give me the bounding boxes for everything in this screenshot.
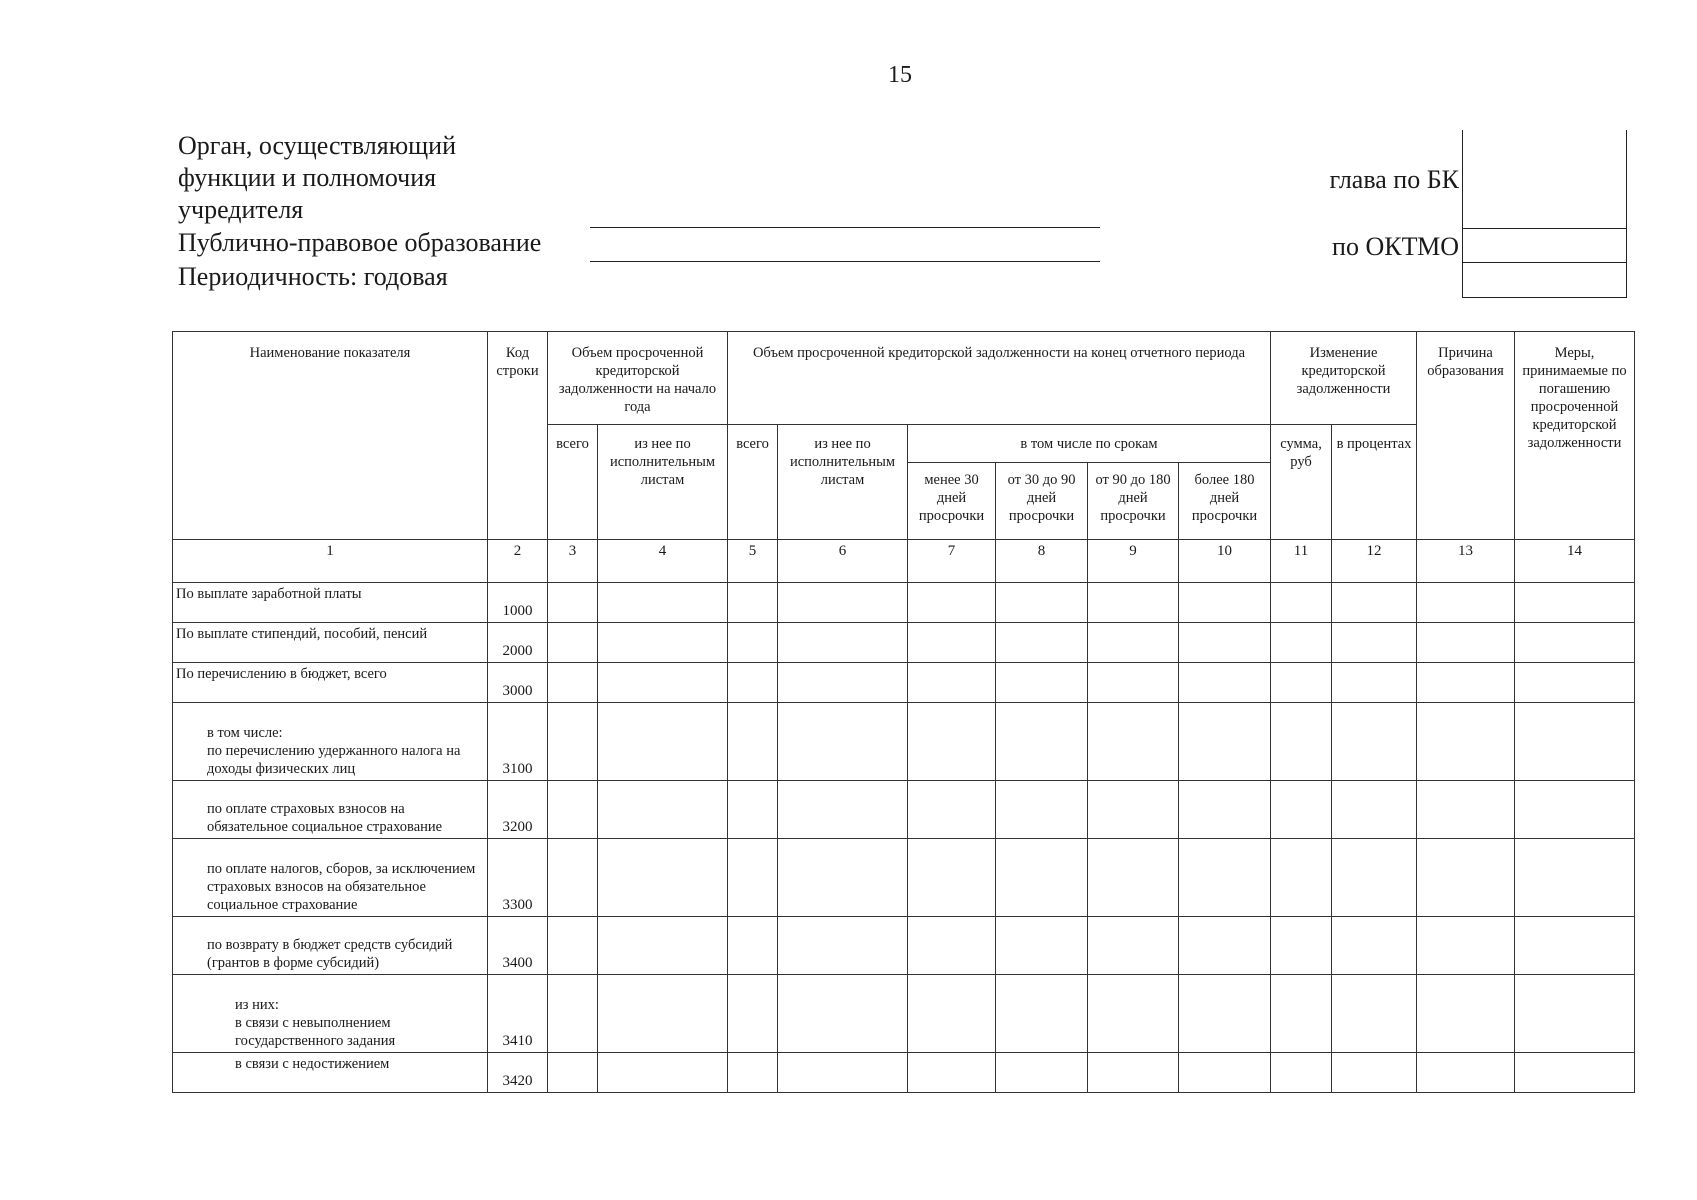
founder-underline [590, 227, 1100, 228]
table-row [173, 703, 1635, 781]
data-cell[interactable] [1332, 839, 1417, 917]
row-line-code: 2000 [488, 623, 548, 663]
data-cell[interactable] [1271, 1053, 1332, 1093]
row-line-code: 3000 [488, 663, 548, 703]
data-cell[interactable] [728, 781, 778, 839]
data-cell[interactable] [996, 781, 1088, 839]
data-cell[interactable] [1179, 781, 1271, 839]
data-cell[interactable] [1088, 781, 1179, 839]
header-end-total: всего [728, 425, 778, 540]
data-cell[interactable] [1179, 703, 1271, 781]
data-cell[interactable] [598, 583, 728, 623]
data-cell[interactable] [1417, 703, 1515, 781]
table-row [173, 917, 1635, 975]
data-cell[interactable] [1332, 623, 1417, 663]
data-cell[interactable] [1088, 583, 1179, 623]
data-cell[interactable] [598, 623, 728, 663]
data-cell[interactable] [1088, 1053, 1179, 1093]
data-cell[interactable] [548, 583, 598, 623]
row-line-code: 3410 [488, 975, 548, 1053]
column-number: 9 [1088, 540, 1179, 583]
header-change-sum: сумма, руб [1271, 425, 1332, 540]
header-start-total: всего [548, 425, 598, 540]
data-cell[interactable] [996, 703, 1088, 781]
header-measures: Меры, принимаемые по погашению просроченной кредиторской задолженности [1515, 332, 1635, 540]
data-cell[interactable] [1179, 839, 1271, 917]
row-line-code: 3420 [488, 1053, 548, 1093]
data-cell[interactable] [728, 975, 778, 1053]
data-cell[interactable] [1417, 663, 1515, 703]
data-cell[interactable] [728, 703, 778, 781]
data-cell[interactable] [1417, 623, 1515, 663]
data-cell[interactable] [548, 703, 598, 781]
codes-box [1462, 130, 1627, 298]
public-entity-label: Публично-правовое образование [178, 228, 542, 257]
data-cell[interactable] [1515, 1053, 1635, 1093]
data-cell[interactable] [908, 917, 996, 975]
data-cell[interactable] [778, 839, 908, 917]
row-line-code: 3400 [488, 917, 548, 975]
data-cell[interactable] [1332, 975, 1417, 1053]
data-cell[interactable] [728, 663, 778, 703]
data-cell[interactable] [996, 839, 1088, 917]
data-cell[interactable] [1515, 975, 1635, 1053]
data-cell[interactable] [548, 623, 598, 663]
header-indicator-name: Наименование показателя [173, 332, 488, 540]
data-cell[interactable] [996, 583, 1088, 623]
data-cell[interactable] [1088, 839, 1179, 917]
row-line-code: 3300 [488, 839, 548, 917]
page-number: 15 [888, 62, 912, 88]
header-more-180: более 180 дней просрочки [1179, 463, 1271, 540]
data-cell[interactable] [1515, 917, 1635, 975]
table-row [173, 839, 1635, 917]
founder-label-line2: функции и полномочия [178, 163, 437, 192]
data-cell[interactable] [1271, 583, 1332, 623]
column-number: 2 [488, 540, 548, 583]
data-cell[interactable] [778, 917, 908, 975]
data-cell[interactable] [1417, 781, 1515, 839]
data-cell[interactable] [1417, 583, 1515, 623]
data-cell[interactable] [1088, 703, 1179, 781]
data-cell[interactable] [598, 663, 728, 703]
data-cell[interactable] [728, 917, 778, 975]
data-cell[interactable] [728, 839, 778, 917]
data-cell[interactable] [548, 663, 598, 703]
data-cell[interactable] [778, 781, 908, 839]
header-30-90: от 30 до 90 дней просрочки [996, 463, 1088, 540]
data-cell[interactable] [728, 1053, 778, 1093]
data-cell[interactable] [1179, 623, 1271, 663]
bk-chapter-cell [1463, 228, 1626, 229]
data-cell[interactable] [908, 975, 996, 1053]
header-end-of-period: Объем просроченной кредиторской задолженности на конец отчетного периода [728, 332, 1271, 425]
founder-label-line1: Орган, осуществляющий [178, 131, 456, 160]
data-cell[interactable] [996, 663, 1088, 703]
data-cell[interactable] [598, 1053, 728, 1093]
header-change: Изменение кредиторской задолженности [1271, 332, 1417, 425]
column-number: 8 [996, 540, 1088, 583]
row-line-code: 3100 [488, 703, 548, 781]
data-cell[interactable] [1088, 663, 1179, 703]
data-cell[interactable] [1417, 917, 1515, 975]
data-cell[interactable] [908, 703, 996, 781]
header-start-of-year: Объем просроченной кредиторской задолженности на начало года [548, 332, 728, 425]
public-entity-underline [590, 261, 1100, 262]
data-cell[interactable] [1271, 917, 1332, 975]
row-indicator-name: в том числе: по перечислению удержанного налога на доходы физических лиц [173, 703, 488, 781]
oktmo-cell [1463, 262, 1626, 263]
data-cell[interactable] [548, 781, 598, 839]
column-number: 1 [173, 540, 488, 583]
row-indicator-name: По выплате стипендий, пособий, пенсий [173, 623, 488, 663]
row-line-code: 1000 [488, 583, 548, 623]
data-cell[interactable] [1332, 583, 1417, 623]
column-numbers-row [173, 540, 1635, 583]
data-cell[interactable] [778, 583, 908, 623]
table-row [173, 623, 1635, 663]
data-cell[interactable] [1179, 1053, 1271, 1093]
data-cell[interactable] [1088, 623, 1179, 663]
header-reason: Причина образования [1417, 332, 1515, 540]
data-cell[interactable] [1515, 839, 1635, 917]
table-row [173, 975, 1635, 1053]
table-row [173, 781, 1635, 839]
row-indicator-name: по возврату в бюджет средств субсидий (грантов в форме субсидий) [173, 917, 488, 975]
data-cell[interactable] [1515, 663, 1635, 703]
data-cell[interactable] [1179, 917, 1271, 975]
overdue-debt-table [172, 331, 1635, 1093]
header-less-30: менее 30 дней просрочки [908, 463, 996, 540]
data-cell[interactable] [778, 1053, 908, 1093]
data-cell[interactable] [908, 623, 996, 663]
column-number: 7 [908, 540, 996, 583]
table-row [173, 663, 1635, 703]
data-cell[interactable] [1515, 623, 1635, 663]
data-cell[interactable] [1332, 781, 1417, 839]
oktmo-label: по ОКТМО [1332, 232, 1459, 261]
data-cell[interactable] [996, 975, 1088, 1053]
data-cell[interactable] [996, 917, 1088, 975]
table-row [173, 1053, 1635, 1093]
data-cell[interactable] [548, 917, 598, 975]
data-cell[interactable] [1179, 663, 1271, 703]
data-cell[interactable] [778, 975, 908, 1053]
data-cell[interactable] [1271, 975, 1332, 1053]
column-number: 4 [598, 540, 728, 583]
data-cell[interactable] [1332, 1053, 1417, 1093]
header-change-pct: в процентах [1332, 425, 1417, 540]
data-cell[interactable] [1271, 703, 1332, 781]
data-cell[interactable] [1271, 623, 1332, 663]
data-cell[interactable] [1271, 839, 1332, 917]
column-number: 5 [728, 540, 778, 583]
table-row [173, 583, 1635, 623]
data-cell[interactable] [1332, 663, 1417, 703]
row-line-code: 3200 [488, 781, 548, 839]
data-cell[interactable] [1332, 703, 1417, 781]
data-cell[interactable] [1271, 663, 1332, 703]
header-line-code: Код строки [488, 332, 548, 540]
header-by-terms: в том числе по срокам [908, 425, 1271, 463]
data-cell[interactable] [908, 781, 996, 839]
data-cell[interactable] [1417, 1053, 1515, 1093]
data-cell[interactable] [908, 1053, 996, 1093]
data-cell[interactable] [548, 975, 598, 1053]
data-cell[interactable] [548, 839, 598, 917]
data-cell[interactable] [598, 917, 728, 975]
data-cell[interactable] [1088, 917, 1179, 975]
data-cell[interactable] [1332, 917, 1417, 975]
column-number: 13 [1417, 540, 1515, 583]
data-cell[interactable] [778, 623, 908, 663]
column-number: 14 [1515, 540, 1635, 583]
data-cell[interactable] [1417, 839, 1515, 917]
periodicity-label: Периодичность: годовая [178, 262, 448, 291]
data-cell[interactable] [908, 583, 996, 623]
row-indicator-name: из них: в связи с невыполнением государственного задания [173, 975, 488, 1053]
header-90-180: от 90 до 180 дней просрочки [1088, 463, 1179, 540]
data-cell[interactable] [598, 781, 728, 839]
data-cell[interactable] [996, 1053, 1088, 1093]
column-number: 3 [548, 540, 598, 583]
data-cell[interactable] [1179, 975, 1271, 1053]
data-cell[interactable] [598, 703, 728, 781]
data-cell[interactable] [778, 663, 908, 703]
data-cell[interactable] [1271, 781, 1332, 839]
founder-label-line3: учредителя [178, 195, 304, 224]
column-number: 10 [1179, 540, 1271, 583]
column-number: 6 [778, 540, 908, 583]
header-end-exec: из нее по исполнительным листам [778, 425, 908, 540]
data-cell[interactable] [728, 623, 778, 663]
data-cell[interactable] [1417, 975, 1515, 1053]
data-cell[interactable] [598, 975, 728, 1053]
data-cell[interactable] [1179, 583, 1271, 623]
data-cell[interactable] [1515, 703, 1635, 781]
data-cell[interactable] [598, 839, 728, 917]
data-cell[interactable] [548, 1053, 598, 1093]
data-cell[interactable] [728, 583, 778, 623]
row-indicator-name: по оплате налогов, сборов, за исключением страховых взносов на обязательное социальное страхование [173, 839, 488, 917]
row-indicator-name: в связи с недостижением [173, 1053, 488, 1093]
data-cell[interactable] [1515, 583, 1635, 623]
data-cell[interactable] [908, 839, 996, 917]
data-cell[interactable] [996, 623, 1088, 663]
column-number: 11 [1271, 540, 1332, 583]
column-number: 12 [1332, 540, 1417, 583]
row-indicator-name: По выплате заработной платы [173, 583, 488, 623]
bk-chapter-label: глава по БК [1329, 165, 1459, 194]
row-indicator-name: По перечислению в бюджет, всего [173, 663, 488, 703]
row-indicator-name: по оплате страховых взносов на обязательное социальное страхование [173, 781, 488, 839]
data-cell[interactable] [1515, 781, 1635, 839]
data-cell[interactable] [1088, 975, 1179, 1053]
header-start-exec: из нее по исполнительным листам [598, 425, 728, 540]
data-cell[interactable] [908, 663, 996, 703]
data-cell[interactable] [778, 703, 908, 781]
